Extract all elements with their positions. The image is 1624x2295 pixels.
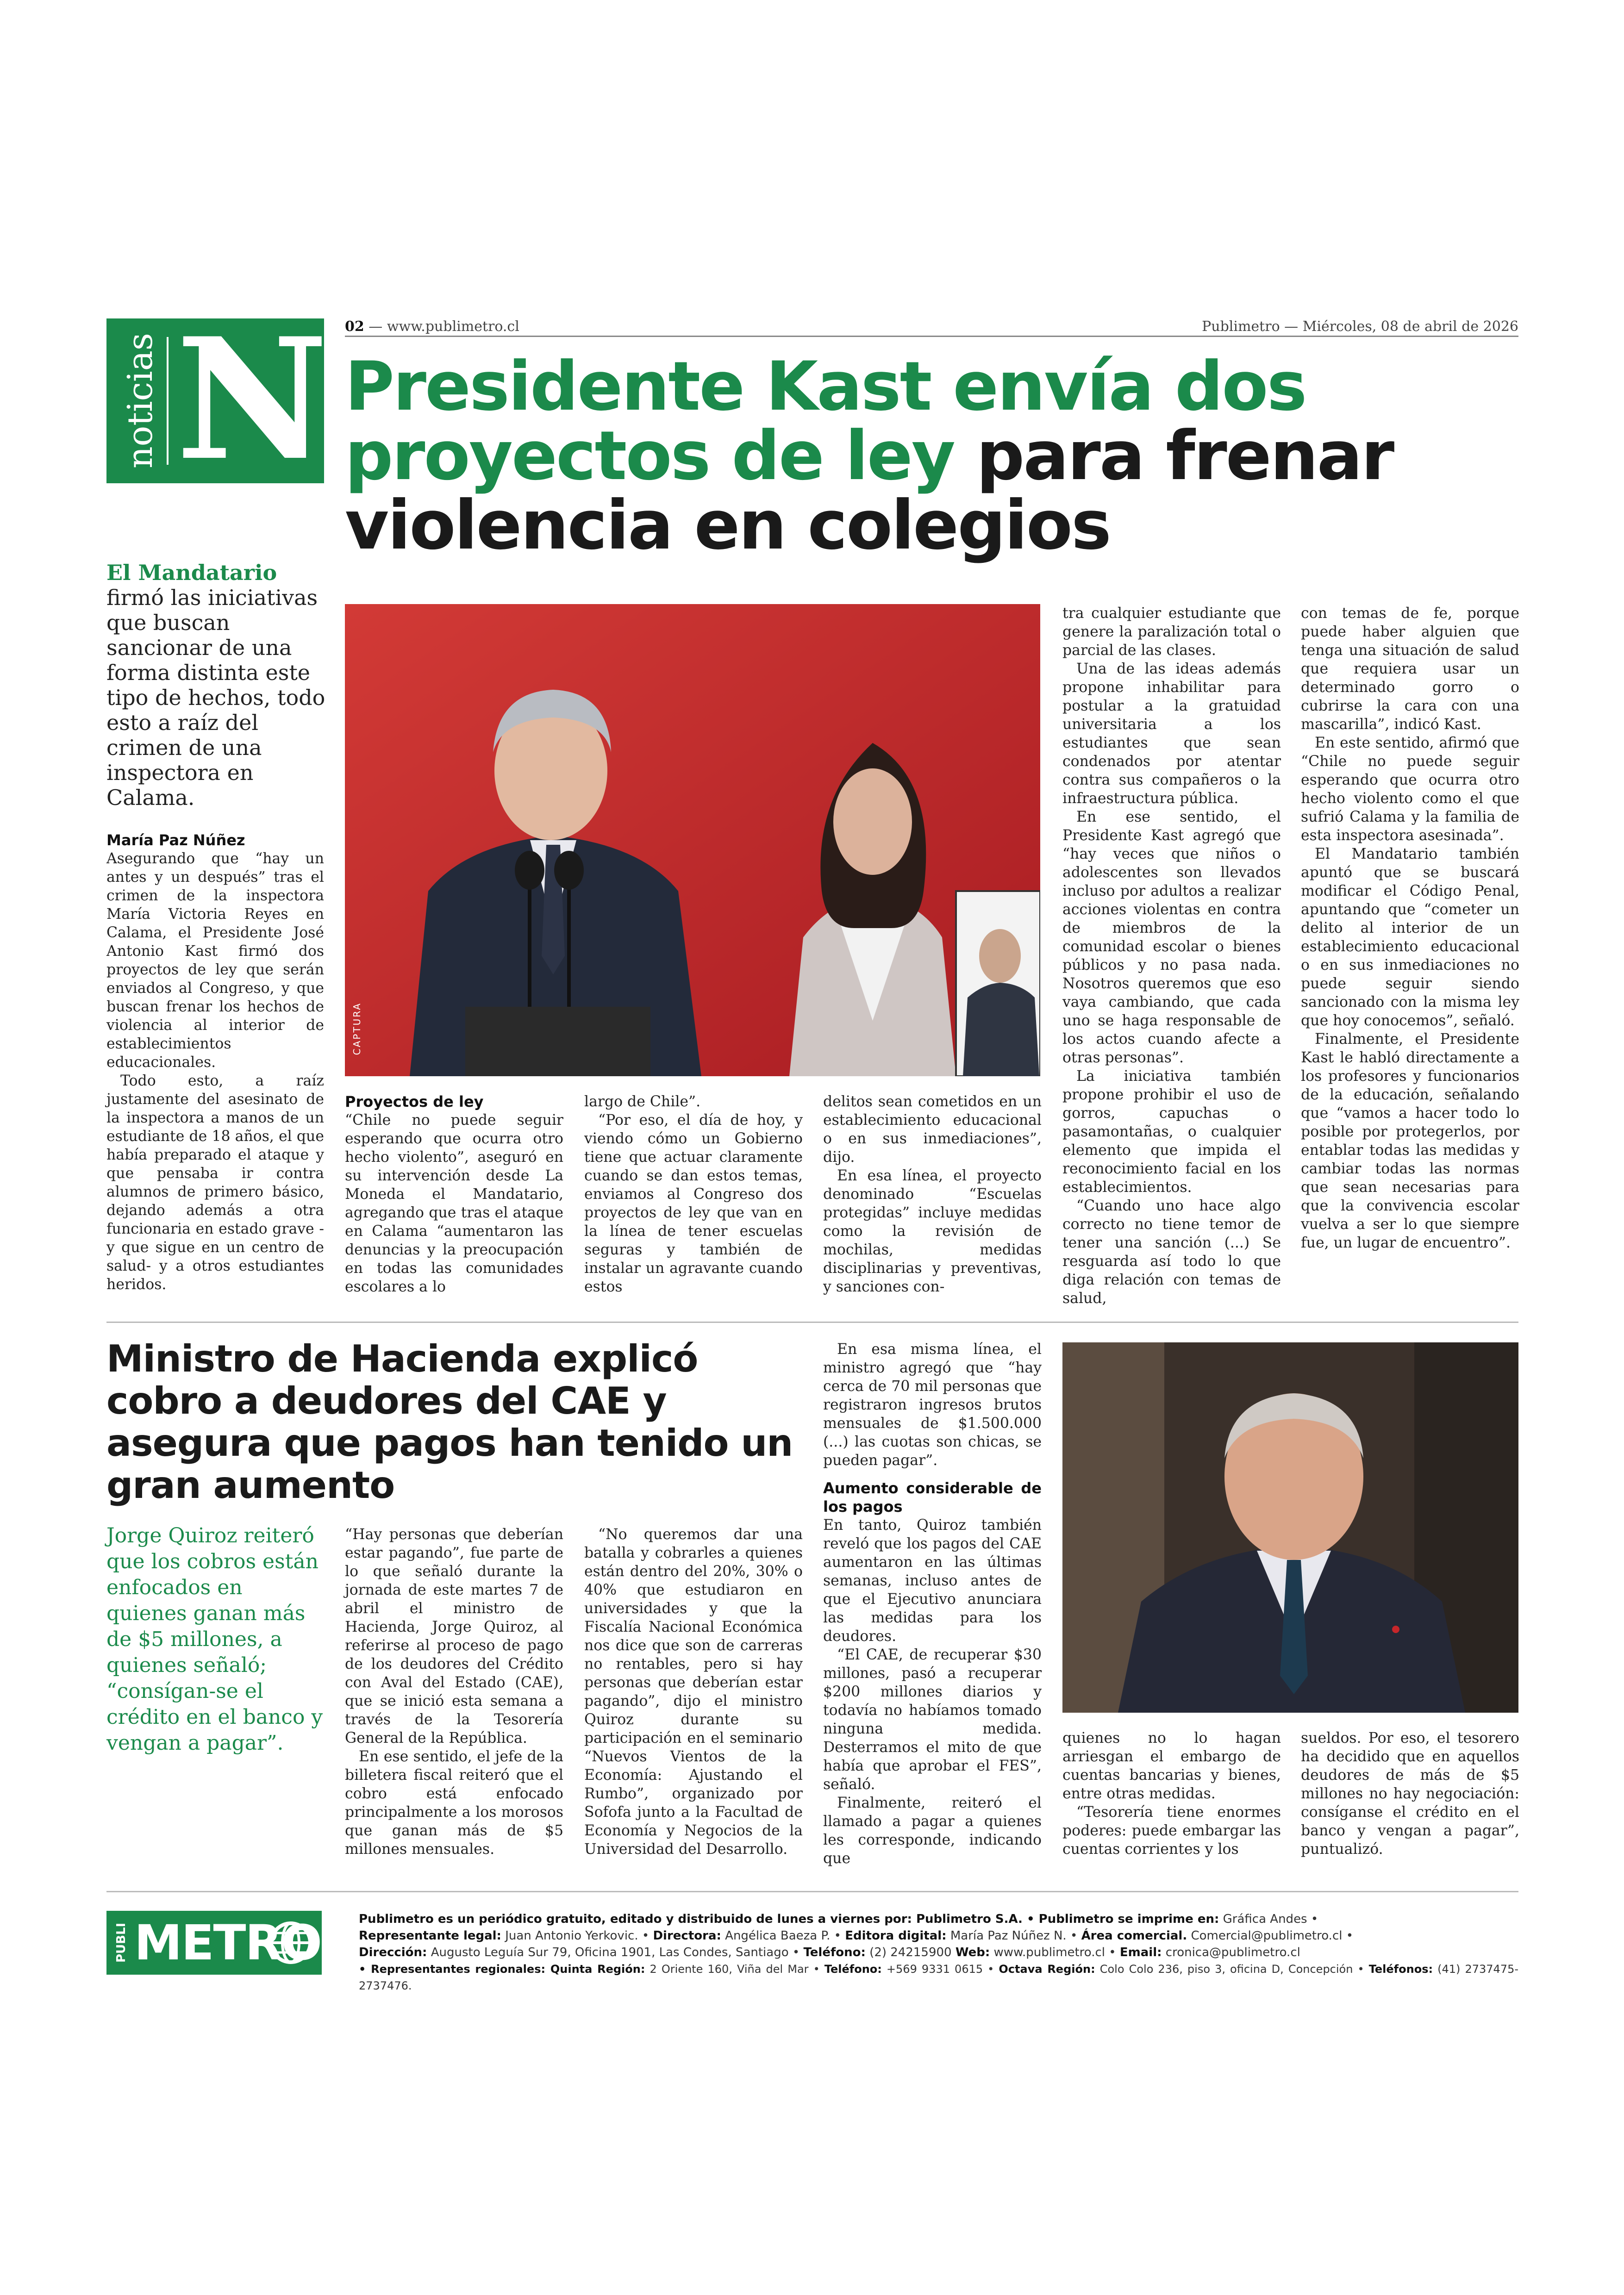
lead-text: firmó las iniciativas que buscan sancionar de una forma distinta este tipo de hechos, todo esto a raíz del crimen de una inspectora en Calama. <box>106 585 325 810</box>
imprint-line-3 <box>359 1944 1518 1961</box>
imprint-email[interactable]: Comercial@publimetro.cl • <box>1187 1929 1354 1943</box>
imprint-text: María Paz Núñez N. • <box>946 1929 1081 1943</box>
imprint-label: Área comercial. <box>1081 1929 1187 1943</box>
section-word: noticias <box>120 333 160 469</box>
paragraph: “Cuando uno hace algo correcto no tiene temor de tener una sanción (...) Se resguarda así todo lo que diga relación con temas de salud, <box>1062 1197 1281 1307</box>
imprint-text: (2) 24215900 <box>865 1946 956 1959</box>
paragraph: “Hay personas que deberían estar pagando”, fue parte de lo que señaló durante la jornada de este martes 7 de abril el ministro de Hacienda, Jorge Quiroz, al referirse al proceso de pago de los deudores del Crédito con Aval del Estado (CAE), que se inició esta semana a través de la Tesorería General de la República. <box>345 1526 563 1746</box>
paragraph: En ese sentido, el Presidente Kast agregó que “hay veces que niños o adolescentes son llevados incluso por adultos a realizar acciones violentas en contra de miembros de la comunidad escolar o bienes públicos y no pasa nada. Nosotros queremos que eso vaya cambiando, que cada uno se haga responsable de los actos cuando afecte a otras personas”. <box>1062 809 1281 1066</box>
article1-column-1 <box>106 831 324 1294</box>
headline-line-1: Presidente Kast envía dos <box>345 347 1306 426</box>
globe-icon <box>269 1921 312 1964</box>
headline-line-3: violencia en colegios <box>345 486 1110 565</box>
site-url[interactable]: www.publimetro.cl <box>387 318 519 335</box>
article1-column-6 <box>1301 604 1519 1252</box>
paragraph: En ese sentido, el jefe de la billetera fiscal reiteró que el cobro está enfocado principalmente a los morosos que ganan más de $5 millones mensuales. <box>345 1748 563 1858</box>
imprint-label: • Representantes regionales: Quinta Región: <box>359 1963 645 1976</box>
headline-line-2-dark: para frenar <box>954 417 1393 495</box>
paragraph: largo de Chile”. <box>584 1093 701 1110</box>
imprint-link[interactable]: www.publimetro.cl • <box>990 1946 1120 1959</box>
article2-lead: Jorge Quiroz reiteró que los cobros están enfocados en quienes ganan más de $5 millones, a quienes señaló; “consígan-se el crédito en el banco y vengan a pagar”. <box>106 1524 323 1755</box>
president-photo <box>345 604 1040 1076</box>
photo-illustration <box>345 604 1040 1076</box>
imprint-line-1 <box>359 1911 1518 1927</box>
photo-illustration <box>1062 1342 1518 1713</box>
imprint-label: Web: <box>955 1946 990 1959</box>
lead-first-words: El Mandatario <box>106 560 277 585</box>
imprint-text: Augusto Leguía Sur 79, Oficina 1901, Las Condes, Santiago • <box>427 1946 804 1959</box>
paragraph: Asegurando que “hay un antes y un después” tras el crimen de la inspectora María Victoria Reyes en Calama, el Presidente José Antonio Kast firmó dos proyectos de ley que serán enviados al Congreso, y que buscan frenar los hechos de violencia al interior de establecimientos educacionales. <box>106 850 324 1071</box>
article1-column-3 <box>584 1092 803 1296</box>
article1-column-4 <box>823 1092 1042 1296</box>
paragraph: “No queremos dar una batalla y cobrarles a quienes están dentro del 20%, 30% o 40% que estudiaron en universidades y que la Fiscalía Nacional Económica nos dice que son de carreras no rentables, pero si hay personas que deberían estar pagando”, dijo el ministro Quiroz durante su participación en el seminario “Nuevos Vientos de la Economía: Ajustando el Rumbo”, organizado por Sofofa junto a la Facultad de Economía y Negocios de la Universidad del Desarrollo. <box>584 1526 803 1858</box>
page-header-line <box>345 318 1518 337</box>
subheading: Aumento considerable de los pagos <box>823 1479 1042 1515</box>
paragraph: Finalmente, reiteró el llamado a pagar a quienes les corresponde, indicando que <box>823 1795 1042 1867</box>
paragraph: En esa misma línea, el ministro agregó que “hay cerca de 70 mil personas que registraron ingresos brutos mensuales de $1.500.000 (...) las cuotas son chicas, se pueden pagar”. <box>823 1341 1042 1469</box>
paragraph: “El CAE, de recuperar $30 millones, pasó a recuperar $200 millones diarios y todavía no habíamos tomado ninguna medida. Desterramos el mito de que había que aprobar el FES”, señaló. <box>823 1646 1042 1793</box>
logo-publi: PUBLI <box>114 1922 128 1963</box>
publimetro-logo <box>106 1911 322 1975</box>
article1-lead <box>106 560 329 810</box>
minister-photo <box>1062 1342 1518 1713</box>
photo-credit: CAPTURA <box>351 1002 362 1055</box>
headline-line-2-green: proyectos de ley <box>345 417 954 495</box>
imprint-text: +569 9331 0615 • <box>881 1963 999 1976</box>
imprint-text: 2 Oriente 160, Viña del Mar • <box>645 1963 824 1976</box>
page-separator: — <box>364 318 387 335</box>
article1-column-2 <box>345 1092 563 1296</box>
imprint-text: Gráfica Andes • <box>1219 1912 1318 1926</box>
imprint-label: Representante legal: <box>359 1929 501 1943</box>
paragraph: Finalmente, el Presidente Kast le habló directamente a los profesores y funcionarios de la educación, señalando que “vamos a hacer todo lo posible por protegerlos, por entablar todas las medidas y cambiar todas las normas que sean necesarias para que la convivencia escolar vuelva a ser lo que siempre fue, un lugar de encuentro”. <box>1301 1031 1519 1251</box>
paragraph: tra cualquier estudiante que genere la paralización total o parcial de las clases. <box>1062 605 1281 659</box>
imprint-text: Juan Antonio Yerkovic. • <box>501 1929 653 1943</box>
imprint-line-4 <box>359 1961 1518 1994</box>
section-rule <box>167 337 169 465</box>
imprint-text: (41) 2737475-2737476. <box>359 1963 1519 1992</box>
page-number: 02 <box>345 318 364 335</box>
paragraph: Todo esto, a raíz justamente del asesinato de la inspectora a manos de un estudiante de 18 años, el que había preparado el ataque y que pensaba ir contra alumnos de primero básico, dejando además a otra funcionaria en estado grave -y que sigue en un centro de salud- y a otros estudiantes heridos. <box>106 1073 324 1293</box>
imprint-text: Angélica Baeza P. • <box>721 1929 845 1943</box>
byline: María Paz Núñez <box>106 831 245 849</box>
article1-headline <box>345 347 1521 565</box>
paragraph: Una de las ideas además propone inhabilitar para postular a la gratuidad universitaria a los estudiantes que sean condenados por atentar contra sus compañeros o la infraestructura pública. <box>1062 661 1281 807</box>
imprint-email[interactable]: cronica@publimetro.cl <box>1162 1946 1300 1959</box>
paragraph: En esa línea, el proyecto denominado “Escuelas protegidas” incluye medidas como la revisión de mochilas, medidas disciplinarias y preventivas, y sanciones con- <box>823 1167 1042 1295</box>
date-line: Publimetro — Miércoles, 08 de abril de 2026 <box>1202 318 1518 335</box>
article2-column-2 <box>584 1525 803 1858</box>
paragraph: “Por eso, el día de hoy, y viendo cómo un Gobierno tiene que actuar claramente cuando se dan estos temas, enviamos al Congreso dos proyectos de ley que van en la línea de tener escuelas seguras y también de instalar un agravante cuando estos <box>584 1112 803 1295</box>
paragraph: sueldos. Por eso, el tesorero ha decidido que en aquellos deudores de más de $5 millones no hay negociación: consíganse el crédito en el banco y vengan a pagar”, puntualizó. <box>1301 1730 1519 1858</box>
paragraph: En este sentido, afirmó que “Chile no puede seguir esperando que ocurra otro hecho violento como el que sufrió Calama y la familia de esta inspectora asesinada”. <box>1301 735 1519 844</box>
paragraph: El Mandatario también apuntó que se buscará modificar el Código Penal, apuntando que “cometer un delito al interior de un establecimiento educacional o en sus inmediaciones no puede seguir siendo sancionado con la misma ley que hoy conocemos”, señaló. <box>1301 846 1519 1029</box>
paragraph: con temas de fe, porque puede haber alguien que tenga una situación de salud que requiera usar un determinado gorro o cubrirse la cara con una mascarilla”, indicó Kast. <box>1301 605 1519 733</box>
paragraph: “Chile no puede seguir esperando que ocurra otro hecho violento”, aseguró en su intervención desde La Moneda el Mandatario, agregando que tras el ataque en Calama “aumentaron las denuncias y la preocupación en todas las comunidades escolares a lo <box>345 1112 563 1295</box>
imprint-label: Directora: <box>653 1929 721 1943</box>
section-logo <box>106 301 329 497</box>
paragraph: “Tesorería tiene enormes poderes: puede embargar las cuentas corrientes y los <box>1062 1804 1281 1858</box>
imprint-text: Colo Colo 236, piso 3, oficina D, Concepción • <box>1095 1963 1369 1976</box>
imprint-label: Editora digital: <box>845 1929 947 1943</box>
article2-column-5 <box>1301 1729 1519 1858</box>
imprint-line-2 <box>359 1927 1518 1944</box>
subheading: Proyectos de ley <box>345 1093 484 1110</box>
imprint-text: Publimetro es un periódico gratuito, editado y distribuido de lunes a viernes por: Publimetro S.A. • Publimetro se imprime en: <box>359 1912 1219 1926</box>
imprint-label: Teléfono: <box>803 1946 866 1959</box>
article1-column-5 <box>1062 604 1281 1308</box>
article2-column-4 <box>1062 1729 1281 1858</box>
paragraph: delitos sean cometidos en un establecimiento educacional o en sus inmediaciones”, dijo. <box>823 1093 1042 1166</box>
paragraph: En tanto, Quiroz también reveló que los pagos del CAE aumentaron en las últimas semanas, incluso antes de que el Ejecutivo anunciara las medidas para los deudores. <box>823 1517 1042 1645</box>
imprint-label: Octava Región: <box>999 1963 1095 1976</box>
section-letter: N <box>176 301 329 497</box>
imprint-label: Dirección: <box>359 1946 427 1959</box>
imprint-label: Teléfono: <box>824 1963 882 1976</box>
paragraph: quienes no lo hagan arriesgan el embargo de cuentas bancarias y bienes, entre otras medidas. <box>1062 1730 1281 1802</box>
article2-column-3 <box>823 1340 1042 1868</box>
imprint-label: Email: <box>1119 1946 1162 1959</box>
article-divider <box>106 1322 1518 1323</box>
imprint-label: Teléfonos: <box>1368 1963 1433 1976</box>
article2-column-1 <box>345 1525 563 1858</box>
imprint <box>359 1911 1518 1994</box>
logo-metro: METRO <box>134 1915 321 1971</box>
paragraph: La iniciativa también propone prohibir el uso de gorros, capuchas o pasamontañas, o cualquier elemento que impida el reconocimiento facial en los establecimientos. <box>1062 1068 1281 1196</box>
article2-headline: Ministro de Hacienda explicó cobro a deudores del CAE y asegura que pagos han tenido un gran aumento <box>106 1337 793 1507</box>
footer-divider <box>106 1891 1518 1892</box>
